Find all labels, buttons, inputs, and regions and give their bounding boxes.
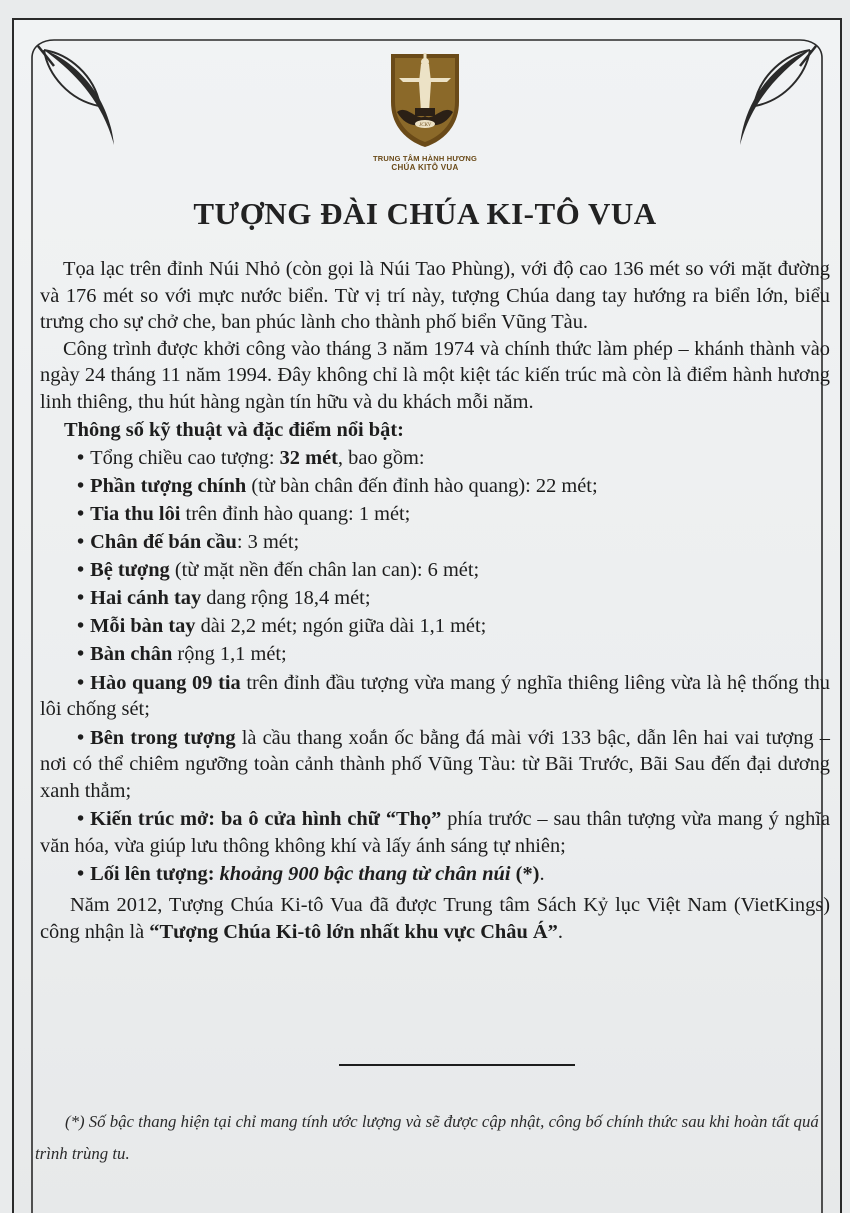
logo-line-1: TRUNG TÂM HÀNH HƯƠNG — [372, 154, 478, 163]
bullet-dot-icon: • — [77, 862, 85, 885]
bullet-dot-icon: • — [77, 531, 85, 553]
divider-line — [339, 1064, 575, 1066]
bullet-dot-icon: • — [77, 587, 85, 609]
spec-item-hemisphere-base: • Chân đế bán cầu: 3 mét; — [77, 531, 300, 553]
bullet-dot-icon: • — [77, 726, 85, 749]
bullet-dot-icon: • — [77, 615, 85, 637]
spec-item-main-statue: • Phần tượng chính (từ bàn chân đến đỉnh hào quang): 22 mét; — [77, 475, 598, 497]
logo-badge-text: JCKV — [419, 123, 431, 128]
spec-item-feet: • Bàn chân rộng 1,1 mét; — [77, 643, 287, 665]
spec-item-total-height: • Tổng chiều cao tượng: 32 mét, bao gồm: — [77, 447, 425, 469]
bullet-dot-icon: • — [77, 559, 85, 581]
spec-item-interior: • Bên trong tượng là cầu thang xoắn ốc bằng đá mài với 133 bậc, dẫn lên hai vai tượng – nơi có thể chiêm ngưỡng toàn cảnh thành phố Vũng Tàu: từ Bãi Trước, Bãi Sau đến đại dương xanh thẳm; — [40, 726, 830, 802]
bullet-dot-icon: • — [77, 447, 85, 469]
closing-paragraph: Năm 2012, Tượng Chúa Ki-tô Vua đã được Trung tâm Sách Kỷ lục Việt Nam (VietKings) công nhận là “Tượng Chúa Ki-tô lớn nhất khu vực Châu Á”. — [40, 894, 830, 943]
document-body — [40, 256, 830, 945]
pilgrimage-center-logo — [372, 50, 478, 172]
bullet-dot-icon: • — [77, 671, 85, 694]
bullet-dot-icon: • — [77, 643, 85, 665]
bullet-dot-icon: • — [77, 503, 85, 525]
bullet-dot-icon: • — [77, 808, 85, 830]
spec-item-open-architecture: • Kiến trúc mở: ba ô cửa hình chữ “Thọ” phía trước – sau thân tượng vừa mang ý nghĩa văn hóa, vừa giúp lưu thông không khí và lấy ánh sáng tự nhiên; — [40, 808, 830, 857]
footnote: (*) Số bậc thang hiện tại chỉ mang tính ước lượng và sẽ được cập nhật, công bố chính thức sau khi hoàn tất quá trình trùng tu. — [35, 1112, 819, 1163]
page-title: TƯỢNG ĐÀI CHÚA KI-TÔ VUA — [193, 196, 657, 231]
spec-item-access: • Lối lên tượng: khoảng 900 bậc thang từ chân núi (*). — [77, 862, 545, 885]
specs-list — [40, 445, 830, 887]
spec-item-lightning-rod: • Tia thu lôi trên đỉnh hào quang: 1 mét; — [77, 503, 411, 525]
intro-paragraph-2: Công trình được khởi công vào tháng 3 năm 1974 và chính thức làm phép – khánh thành vào ngày 24 tháng 11 năm 1994. Đây không chỉ là một kiệt tác kiến trúc mà còn là điểm hành hương linh thiêng, thu hút hàng ngàn tín hữu và du khách mỗi năm. — [40, 337, 830, 413]
spec-item-hands: • Mỗi bàn tay dài 2,2 mét; ngón giữa dài 1,1 mét; — [77, 615, 487, 637]
logo-line-2: CHÚA KITÔ VUA — [391, 163, 459, 172]
spec-item-pedestal: • Bệ tượng (từ mặt nền đến chân lan can): 6 mét; — [77, 559, 480, 581]
specs-heading: Thông số kỹ thuật và đặc điểm nổi bật: — [64, 419, 404, 441]
statue-emblem-icon — [385, 50, 465, 148]
intro-paragraph-1: Tọa lạc trên đỉnh Núi Nhỏ (còn gọi là Núi Tao Phùng), với độ cao 136 mét so với mặt đường và 176 mét so với mực nước biển. Từ vị trí này, tượng Chúa dang tay hướng ra biển lớn, biểu trưng cho sự chở che, ban phúc lành cho thành phố biển Vũng Tàu. — [40, 258, 830, 333]
bullet-dot-icon: • — [77, 475, 85, 497]
spec-item-halo: • Hào quang 09 tia trên đỉnh đầu tượng vừa mang ý nghĩa thiêng liêng vừa là hệ thống thu lôi chống sét; — [40, 671, 831, 720]
spec-item-arms: • Hai cánh tay dang rộng 18,4 mét; — [77, 587, 371, 609]
